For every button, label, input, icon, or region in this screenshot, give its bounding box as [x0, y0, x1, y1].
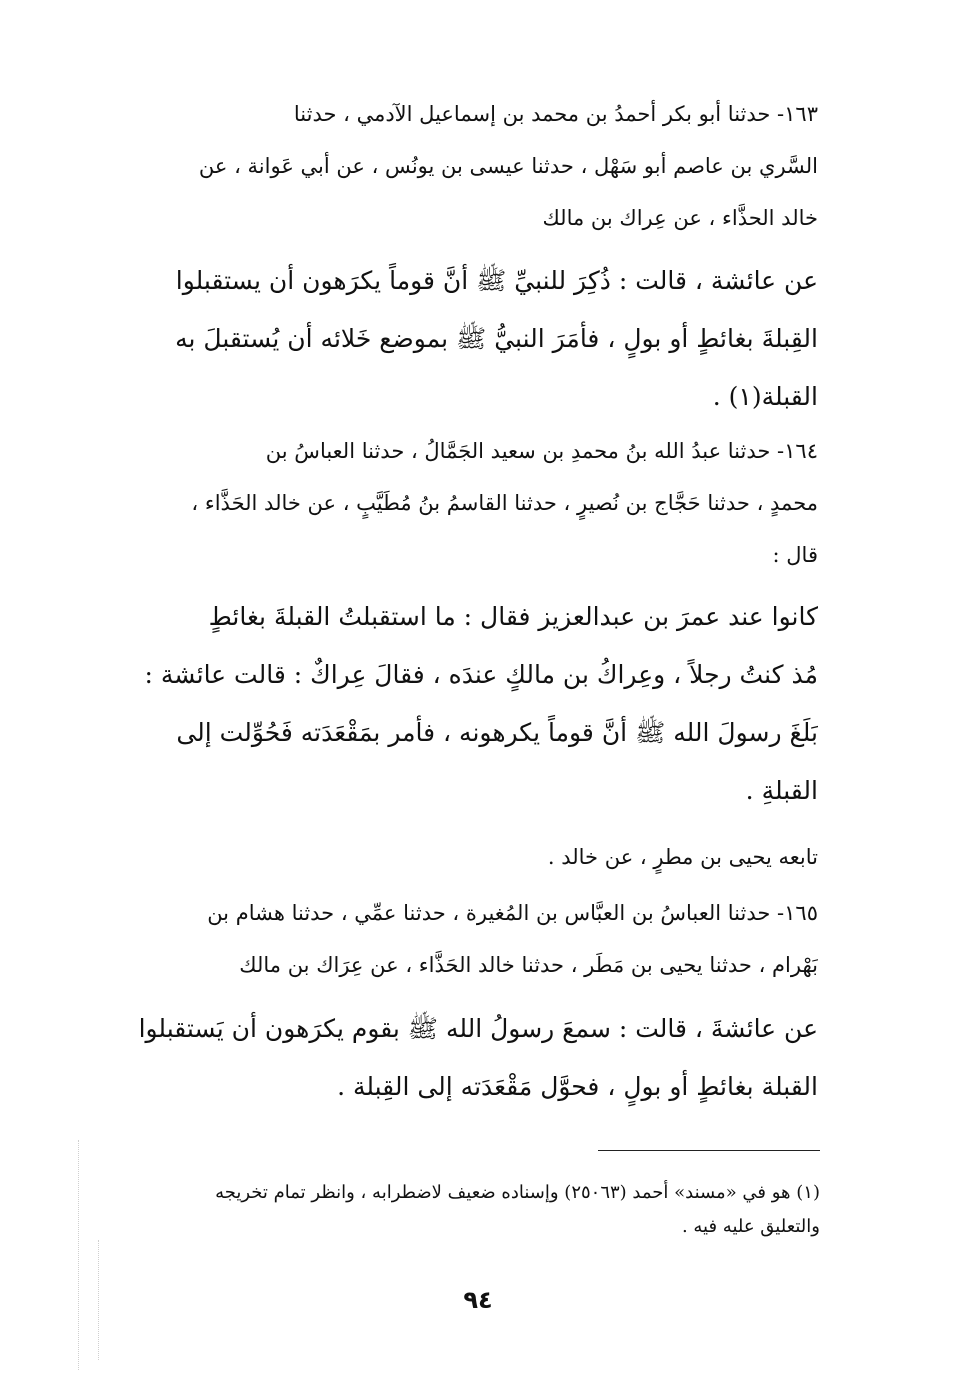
hadith-164-chain-line: محمدٍ ، حدثنا حَجَّاج بن نُصيرٍ ، حدثنا القاسمُ بنُ مُطَيَّبٍ ، عن خالد الحَذَّاء ،: [191, 491, 818, 515]
scan-margin-mark: [98, 1240, 99, 1360]
hadith-163-chain-line: السَّري بن عاصم أبو سَهْل ، حدثنا عيسى بن يونُس ، عن أبي عَوانة ، عن: [198, 154, 818, 178]
hadith-164-text-line: كانوا عند عمرَ بن عبدالعزيز فقال : ما استقبلتُ القبلةَ بغائطٍ: [208, 602, 818, 631]
mutaba-line: تابعه يحيى بن مطرٍ ، عن خالد .: [547, 845, 818, 869]
page-number: ٩٤: [463, 1286, 493, 1314]
footnote-line: والتعليق عليه فيه .: [681, 1216, 820, 1237]
hadith-164-text-line: مُذ كنتُ رجلاً ، وعِراكُ بن مالكٍ عندَه ، فقالَ عِراكٌ : قالت عائشة :: [144, 660, 818, 689]
hadith-164-text-line: القبلةِ .: [745, 776, 818, 805]
hadith-163-chain-line: ١٦٣- حدثنا أبو بكر أحمدُ بن محمد بن إسماعيل الآدمي ، حدثنا: [293, 102, 818, 126]
hadith-163-text-line: عن عائشة ، قالت : ذُكِرَ للنبيِّ ﷺ أنَّ قوماً يكرَهون أن يستقبلوا: [175, 266, 818, 295]
hadith-164-chain-line: قال :: [772, 543, 818, 567]
hadith-163-text-line: القِبلةَ بغائطٍ أو بولٍ ، فأمَرَ النبيُّ ﷺ بموضع خَلائه أن يُستقبلَ به: [175, 324, 818, 353]
hadith-164-text: [112, 588, 818, 820]
hadith-165-chain-line: ١٦٥- حدثنا العباسُ بن العبَّاس بن المُغيرة ، حدثنا عمِّي ، حدثنا هشام بن: [207, 901, 818, 925]
hadith-165-chain-line: بَهْرام ، حدثنا يحيى بن مَطَر ، حدثنا خالد الحَذَّاء ، عن عِرَاك بن مالك: [239, 953, 818, 977]
hadith-165-chain: [112, 887, 818, 991]
hadith-163-chain-line: خالد الحذَّاء ، عن عِراك بن مالك: [542, 206, 818, 230]
hadith-165-text: [112, 1000, 818, 1116]
hadith-163-text-line: القبلة(١) .: [712, 382, 818, 411]
hadith-164-chain-line: ١٦٤- حدثنا عبدُ الله بنُ محمدِ بن سعيد الجَمَّالُ ، حدثنا العباسُ بن: [265, 439, 818, 463]
hadith-165-text-line: عن عائشةَ ، قالت : سمعَ رسولُ الله ﷺ بقوم يكرَهون أن يَستقبلوا: [138, 1014, 818, 1043]
footnote-divider: [598, 1150, 820, 1151]
footnote-line: (١) هو في «مسند» أحمد (٢٥٠٦٣) وإسناده ضعيف لاضطرابه ، وانظر تمام تخريجه: [215, 1182, 820, 1203]
hadith-164-chain: [112, 425, 818, 581]
hadith-164-mutaba: [112, 831, 818, 883]
hadith-163-text: [112, 252, 818, 426]
hadith-164-text-line: بَلَغَ رسولَ الله ﷺ أنَّ قوماً يكرهونه ، فأمر بمَقْعَدَته فَحُوِّلت إلى: [176, 718, 818, 747]
footnote: [130, 1176, 820, 1244]
hadith-163-chain: [112, 88, 818, 244]
scan-margin-mark: [78, 1140, 79, 1370]
hadith-165-text-line: القبلة بغائطٍ أو بولٍ ، فحوَّل مَقْعَدَته إلى القِبلة .: [337, 1072, 818, 1101]
